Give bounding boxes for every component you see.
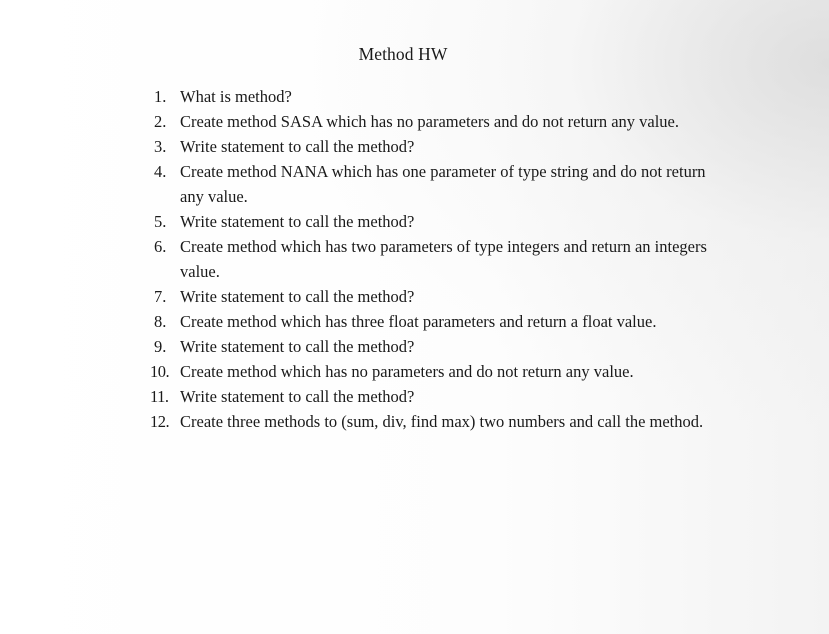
item-text: Create method which has two parameters of type integers and return an integers value. (180, 237, 707, 281)
list-item (150, 409, 710, 434)
document-title: Method HW (358, 44, 448, 64)
list-item (150, 109, 710, 134)
list-item (150, 309, 710, 334)
list-item (150, 134, 710, 159)
list-item (150, 209, 710, 234)
item-text: Write statement to call the method? (180, 212, 415, 231)
item-number: 7. (154, 287, 167, 306)
item-number: 12. (150, 412, 170, 431)
list-item (150, 359, 710, 384)
item-number: 11. (150, 387, 169, 406)
item-number: 5. (154, 212, 167, 231)
item-number: 4. (154, 162, 167, 181)
question-list (150, 84, 710, 434)
item-number: 9. (154, 337, 167, 356)
item-number: 3. (154, 137, 167, 156)
item-text: Create method NANA which has one parameter of type string and do not return any value. (180, 162, 706, 206)
list-item (150, 159, 710, 209)
item-text: Write statement to call the method? (180, 287, 415, 306)
item-text: Write statement to call the method? (180, 387, 415, 406)
list-item (150, 334, 710, 359)
item-text: Create three methods to (sum, div, find max) two numbers and call the method. (180, 412, 704, 431)
item-number: 10. (150, 362, 170, 381)
item-text: What is method? (180, 87, 292, 106)
list-item (150, 234, 710, 284)
item-number: 6. (154, 237, 167, 256)
list-item (150, 384, 710, 409)
list-item (150, 84, 710, 109)
list-item (150, 284, 710, 309)
item-text: Create method which has three float parameters and return a float value. (180, 312, 657, 331)
item-text: Write statement to call the method? (180, 337, 415, 356)
item-text: Create method SASA which has no parameters and do not return any value. (180, 112, 679, 131)
item-text: Write statement to call the method? (180, 137, 415, 156)
item-number: 1. (154, 87, 167, 106)
item-number: 8. (154, 312, 167, 331)
item-number: 2. (154, 112, 167, 131)
item-text: Create method which has no parameters and do not return any value. (180, 362, 634, 381)
